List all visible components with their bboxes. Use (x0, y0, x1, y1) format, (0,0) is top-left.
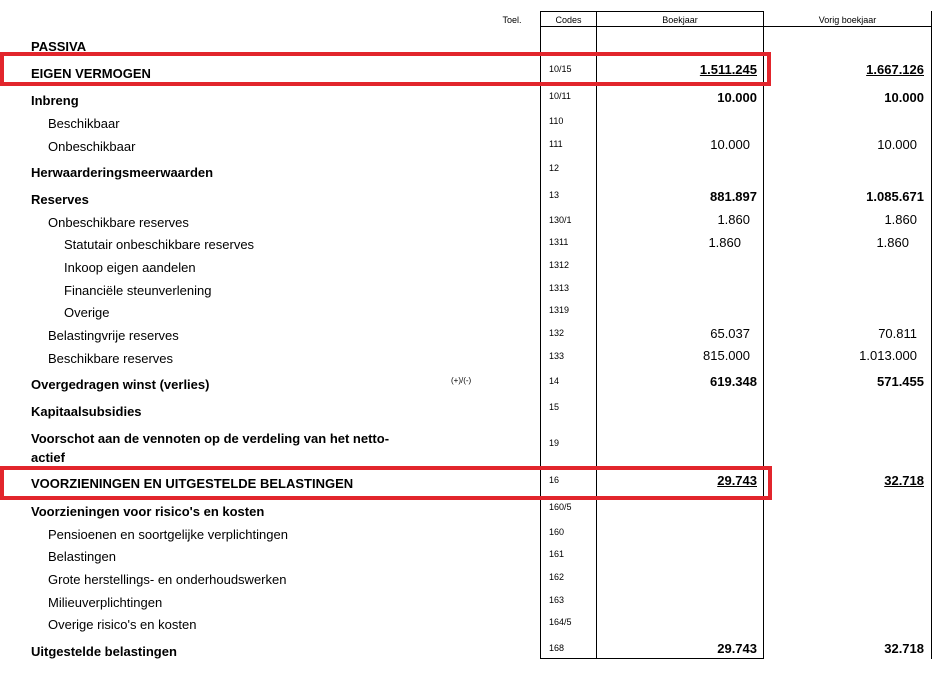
row-label: Onbeschikbaar (48, 139, 136, 154)
row-label: Financiële steunverlening (64, 283, 212, 298)
row-code: 161 (549, 549, 565, 559)
row-previous-value: 32.718 (884, 473, 924, 488)
row-previous-value: 10.000 (877, 137, 917, 152)
header-current-year: Boekjaar (662, 15, 698, 25)
row-previous-value: 1.667.126 (866, 62, 924, 77)
codes-left-border (540, 11, 541, 659)
row-current-value: 619.348 (710, 374, 757, 389)
row-previous-value: 1.860 (876, 235, 909, 250)
header-bottom-border (540, 26, 932, 27)
row-current-value: 815.000 (703, 348, 750, 363)
row-current-value: 881.897 (710, 189, 757, 204)
row-label: Overige (64, 305, 110, 320)
row-code: 19 (549, 438, 560, 448)
row-label: Inkoop eigen aandelen (64, 260, 196, 275)
row-code: 168 (549, 643, 565, 653)
row-label: Overgedragen winst (verlies) (31, 377, 210, 392)
row-code: 1311 (549, 237, 569, 247)
row-label: EIGEN VERMOGEN (31, 66, 151, 81)
row-label: Kapitaalsubsidies (31, 404, 142, 419)
row-code: 130/1 (549, 215, 572, 225)
row-label: VOORZIENINGEN EN UITGESTELDE BELASTINGEN (31, 476, 354, 491)
row-label: Statutair onbeschikbare reserves (64, 237, 255, 252)
row-code: 15 (549, 402, 560, 412)
row-label: Onbeschikbare reserves (48, 215, 189, 230)
row-code: 10/15 (549, 64, 572, 74)
row-code: 160/5 (549, 502, 572, 512)
row-code: 14 (549, 376, 560, 386)
row-previous-value: 32.718 (884, 641, 924, 656)
row-label: Beschikbare reserves (48, 351, 173, 366)
row-previous-value: 571.455 (877, 374, 924, 389)
row-label: Pensioenen en soortgelijke verplichtingen (48, 527, 288, 542)
row-label: Uitgestelde belastingen (31, 644, 177, 659)
row-current-value: 29.743 (717, 641, 757, 656)
row-current-value: 1.511.245 (699, 62, 757, 77)
current-right-border (763, 11, 764, 659)
row-label: Milieuverplichtingen (48, 595, 163, 610)
sign-indicator: (+)/(-) (451, 376, 472, 385)
row-label: Overige risico's en kosten (48, 617, 197, 632)
row-previous-value: 10.000 (884, 90, 924, 105)
row-label: Belastingen (48, 549, 116, 564)
row-code: 164/5 (549, 617, 572, 627)
row-code: 163 (549, 595, 565, 605)
row-current-value: 1.860 (717, 212, 750, 227)
row-code: 133 (549, 351, 565, 361)
header-toel: Toel. (502, 15, 522, 25)
row-previous-value: 1.860 (884, 212, 917, 227)
row-label: Belastingvrije reserves (48, 328, 179, 343)
row-previous-value: 1.013.000 (859, 348, 917, 363)
row-label: Voorzieningen voor risico's en kosten (31, 504, 265, 519)
row-code: 1313 (549, 283, 570, 293)
row-current-value: 10.000 (710, 137, 750, 152)
row-label: Inbreng (31, 93, 79, 108)
row-code: 160 (549, 527, 565, 537)
row-label: Voorschot aan de vennoten op de verdeling van het netto-actief (31, 431, 390, 465)
row-code: 1312 (549, 260, 570, 270)
row-label: Grote herstellings- en onderhoudswerken (48, 572, 287, 587)
header-top-border (540, 11, 764, 12)
previous-right-border (931, 11, 932, 659)
row-code: 13 (549, 190, 560, 200)
row-code: 10/11 (549, 91, 571, 101)
row-label: Beschikbaar (48, 116, 120, 131)
section-title: PASSIVA (31, 39, 87, 54)
row-previous-value: 1.085.671 (866, 189, 924, 204)
row-current-value: 65.037 (710, 326, 750, 341)
table-bottom-border (540, 658, 764, 659)
codes-right-border (596, 11, 597, 659)
row-current-value: 1.860 (708, 235, 741, 250)
row-previous-value: 70.811 (878, 326, 917, 341)
highlight-voorzieningen (0, 466, 772, 500)
row-current-value: 29.743 (717, 473, 757, 488)
row-code: 132 (549, 328, 565, 338)
row-label: Herwaarderingsmeerwaarden (31, 165, 214, 180)
header-previous-year: Vorig boekjaar (818, 15, 877, 25)
highlight-eigen-vermogen (0, 52, 771, 86)
row-code: 162 (549, 572, 565, 582)
header-codes: Codes (555, 15, 582, 25)
row-code: 16 (549, 475, 560, 485)
row-code: 12 (549, 163, 560, 173)
row-code: 111 (549, 139, 563, 149)
row-code: 110 (549, 116, 564, 126)
row-code: 1319 (549, 305, 570, 315)
row-current-value: 10.000 (717, 90, 757, 105)
row-label: Reserves (31, 192, 89, 207)
